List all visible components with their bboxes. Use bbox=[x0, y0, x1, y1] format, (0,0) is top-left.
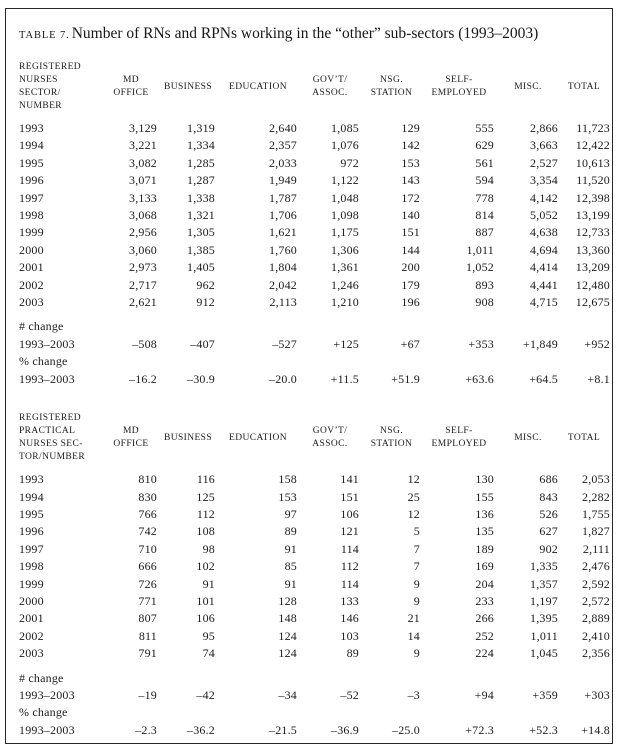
value-cell: 893 bbox=[475, 277, 494, 292]
column-header: SELF- EMPLOYED bbox=[431, 75, 487, 98]
value-cell: 2,640 bbox=[269, 121, 297, 135]
table-row bbox=[19, 137, 610, 154]
value-cell: 141 bbox=[340, 472, 359, 487]
column-header: BUSINESS bbox=[163, 81, 213, 92]
table-number-label: TABLE 7. bbox=[19, 30, 70, 41]
value-cell: 124 bbox=[278, 628, 297, 643]
value-cell: 830 bbox=[138, 489, 157, 504]
registered-nurses-table bbox=[19, 61, 610, 388]
value-cell: 1,338 bbox=[187, 190, 215, 205]
value-cell: 908 bbox=[475, 295, 494, 310]
summary-title-row bbox=[19, 318, 610, 335]
value-cell: 4,441 bbox=[530, 277, 558, 292]
table-row bbox=[19, 207, 610, 224]
value-cell: 2,111 bbox=[582, 541, 610, 556]
year-cell: 1997 bbox=[19, 190, 44, 205]
column-header: TOTAL bbox=[567, 432, 601, 443]
value-cell: 791 bbox=[138, 646, 157, 661]
value-cell: 196 bbox=[401, 295, 420, 310]
table-row bbox=[19, 190, 610, 207]
value-cell: 4,142 bbox=[530, 190, 558, 205]
value-cell: 9 bbox=[413, 576, 420, 591]
value-cell: 179 bbox=[401, 277, 420, 292]
value-cell: 106 bbox=[340, 506, 359, 521]
value-cell: 25 bbox=[407, 489, 420, 504]
value-cell: 1,210 bbox=[331, 295, 359, 310]
stub-header: REGISTERED NURSES SECTOR/ NUMBER bbox=[19, 62, 82, 111]
value-cell: 1,335 bbox=[530, 559, 558, 574]
value-cell: 153 bbox=[401, 155, 420, 170]
year-cell: 1996 bbox=[19, 524, 44, 539]
header-row bbox=[19, 412, 610, 471]
column-header: SELF- EMPLOYED bbox=[431, 426, 487, 450]
value-cell: 2,476 bbox=[582, 559, 610, 574]
year-cell: 1999 bbox=[19, 576, 44, 591]
column-header: MD OFFICE bbox=[113, 75, 149, 98]
value-cell: 1,305 bbox=[187, 225, 215, 240]
summary-title-row bbox=[19, 353, 610, 370]
table-row bbox=[19, 523, 610, 540]
value-cell: 1,287 bbox=[187, 173, 215, 188]
value-cell: 742 bbox=[138, 524, 157, 539]
value-cell: 3,354 bbox=[530, 173, 558, 188]
summary-values-row bbox=[19, 687, 610, 704]
summary-value-cell: –508 bbox=[132, 336, 157, 351]
year-cell: 2002 bbox=[19, 277, 44, 292]
value-cell: 124 bbox=[278, 646, 297, 661]
value-cell: 1,045 bbox=[530, 646, 558, 661]
spacer-cell bbox=[19, 311, 610, 318]
value-cell: 12,480 bbox=[575, 277, 610, 292]
value-cell: 902 bbox=[539, 541, 558, 556]
value-cell: 129 bbox=[401, 121, 420, 135]
year-cell: 2000 bbox=[19, 593, 44, 608]
value-cell: 12 bbox=[407, 472, 420, 487]
summary-value-cell: –25.0 bbox=[392, 722, 420, 737]
year-cell: 2002 bbox=[19, 628, 44, 643]
value-cell: 11,723 bbox=[576, 121, 610, 135]
table-row bbox=[19, 558, 610, 575]
value-cell: 1,706 bbox=[269, 208, 297, 223]
summary-value-cell: +125 bbox=[333, 336, 359, 351]
summary-value-cell: –36.2 bbox=[187, 722, 215, 737]
value-cell: 1,804 bbox=[269, 260, 297, 275]
value-cell: 9 bbox=[413, 646, 420, 661]
value-cell: 12,675 bbox=[575, 295, 610, 310]
value-cell: 814 bbox=[475, 208, 494, 223]
summary-value-cell: –36.9 bbox=[331, 722, 359, 737]
summary-value-cell: +303 bbox=[584, 687, 610, 702]
value-cell: 1,098 bbox=[331, 208, 359, 223]
value-cell: 12,422 bbox=[575, 138, 610, 153]
summary-value-cell: –16.2 bbox=[129, 371, 157, 386]
value-cell: 153 bbox=[278, 489, 297, 504]
summary-value-cell: –407 bbox=[190, 336, 215, 351]
value-cell: 233 bbox=[475, 593, 494, 608]
year-cell: 2001 bbox=[19, 260, 44, 275]
table-frame bbox=[5, 8, 613, 744]
value-cell: 98 bbox=[202, 541, 215, 556]
summary-values-row bbox=[19, 371, 610, 388]
value-cell: 108 bbox=[196, 524, 215, 539]
table-row bbox=[19, 541, 610, 558]
value-cell: 130 bbox=[475, 472, 494, 487]
value-cell: 91 bbox=[202, 576, 215, 591]
value-cell: 14 bbox=[407, 628, 420, 643]
summary-value-cell: –3 bbox=[407, 687, 420, 702]
value-cell: 13,360 bbox=[575, 242, 610, 257]
value-cell: 21 bbox=[407, 611, 420, 626]
summary-title-cell: # change bbox=[19, 670, 64, 685]
value-cell: 778 bbox=[475, 190, 494, 205]
year-cell: 2001 bbox=[19, 611, 44, 626]
summary-value-cell: +52.3 bbox=[529, 722, 558, 737]
value-cell: 266 bbox=[475, 611, 494, 626]
value-cell: 4,414 bbox=[530, 260, 558, 275]
value-cell: 627 bbox=[539, 524, 558, 539]
value-cell: 2,053 bbox=[582, 472, 610, 487]
value-cell: 136 bbox=[475, 506, 494, 521]
value-cell: 3,129 bbox=[129, 121, 157, 135]
value-cell: 2,621 bbox=[129, 295, 157, 310]
value-cell: 3,082 bbox=[129, 155, 157, 170]
value-cell: 1,011 bbox=[530, 628, 558, 643]
value-cell: 555 bbox=[475, 121, 494, 135]
year-cell: 1994 bbox=[19, 489, 44, 504]
year-cell: 1998 bbox=[19, 208, 44, 223]
tables-root bbox=[19, 61, 610, 739]
value-cell: 148 bbox=[278, 611, 297, 626]
summary-range-cell: 1993–2003 bbox=[19, 722, 75, 737]
column-header: GOV’T/ ASSOC. bbox=[312, 75, 348, 98]
value-cell: 1,787 bbox=[269, 190, 297, 205]
year-cell: 2000 bbox=[19, 242, 44, 257]
column-header: NSG. STATION bbox=[370, 75, 413, 98]
value-cell: 103 bbox=[340, 628, 359, 643]
table-row bbox=[19, 506, 610, 523]
value-cell: 2,410 bbox=[582, 628, 610, 643]
summary-value-cell: +8.1 bbox=[587, 371, 610, 386]
value-cell: 13,209 bbox=[575, 260, 610, 275]
value-cell: 5,052 bbox=[530, 208, 558, 223]
value-cell: 2,973 bbox=[129, 260, 157, 275]
value-cell: 224 bbox=[475, 646, 494, 661]
value-cell: 116 bbox=[196, 472, 215, 487]
value-cell: 807 bbox=[138, 611, 157, 626]
summary-value-cell: –34 bbox=[278, 687, 297, 702]
value-cell: 2,717 bbox=[129, 277, 157, 292]
value-cell: 912 bbox=[196, 295, 215, 310]
year-cell: 1995 bbox=[19, 155, 44, 170]
spacer-row bbox=[19, 311, 610, 318]
value-cell: 3,060 bbox=[129, 242, 157, 257]
value-cell: 155 bbox=[475, 489, 494, 504]
spacer-row bbox=[19, 663, 610, 670]
column-header: EDUCATION bbox=[229, 432, 287, 443]
value-cell: 810 bbox=[138, 472, 157, 487]
summary-value-cell: –19 bbox=[138, 687, 157, 702]
value-cell: 252 bbox=[475, 628, 494, 643]
value-cell: 2,033 bbox=[269, 155, 297, 170]
table-row bbox=[19, 224, 610, 241]
summary-value-cell: +63.6 bbox=[465, 371, 494, 386]
value-cell: 1,175 bbox=[331, 225, 359, 240]
column-header: MISC. bbox=[514, 81, 542, 92]
summary-value-cell: +353 bbox=[468, 336, 494, 351]
spacer-cell bbox=[19, 663, 610, 670]
table-row bbox=[19, 489, 610, 506]
summary-range-cell: 1993–2003 bbox=[19, 687, 75, 702]
value-cell: 114 bbox=[340, 576, 359, 591]
value-cell: 89 bbox=[346, 646, 359, 661]
value-cell: 1,334 bbox=[187, 138, 215, 153]
year-cell: 1996 bbox=[19, 173, 44, 188]
summary-value-cell: +14.8 bbox=[581, 722, 610, 737]
table-row bbox=[19, 576, 610, 593]
value-cell: 1,321 bbox=[187, 208, 215, 223]
value-cell: 85 bbox=[284, 559, 297, 574]
value-cell: 2,889 bbox=[582, 611, 610, 626]
year-cell: 2003 bbox=[19, 646, 44, 661]
summary-value-cell: +51.9 bbox=[391, 371, 420, 386]
value-cell: 2,527 bbox=[530, 155, 558, 170]
value-cell: 10,613 bbox=[575, 155, 610, 170]
value-cell: 1,085 bbox=[331, 121, 359, 135]
summary-title-row bbox=[19, 704, 610, 721]
column-header: MISC. bbox=[514, 432, 542, 443]
value-cell: 112 bbox=[340, 559, 359, 574]
table-row bbox=[19, 242, 610, 259]
value-cell: 12,398 bbox=[575, 190, 610, 205]
value-cell: 140 bbox=[401, 208, 420, 223]
value-cell: 843 bbox=[539, 489, 558, 504]
column-header: NSG. STATION bbox=[370, 426, 413, 450]
value-cell: 726 bbox=[138, 576, 157, 591]
table-title-text: Number of RNs and RPNs working in the “other” sub-sectors (1993–2003) bbox=[71, 25, 539, 42]
value-cell: 766 bbox=[138, 506, 157, 521]
value-cell: 2,592 bbox=[582, 576, 610, 591]
value-cell: 2,282 bbox=[582, 489, 610, 504]
value-cell: 771 bbox=[138, 593, 157, 608]
value-cell: 2,356 bbox=[582, 646, 610, 661]
year-cell: 2003 bbox=[19, 295, 44, 310]
value-cell: 1,306 bbox=[331, 242, 359, 257]
value-cell: 158 bbox=[278, 472, 297, 487]
value-cell: 1,319 bbox=[187, 121, 215, 135]
summary-range-cell: 1993–2003 bbox=[19, 336, 75, 351]
value-cell: 95 bbox=[202, 628, 215, 643]
value-cell: 11,520 bbox=[576, 173, 610, 188]
value-cell: 128 bbox=[278, 593, 297, 608]
year-cell: 1993 bbox=[19, 472, 44, 487]
value-cell: 204 bbox=[475, 576, 494, 591]
value-cell: 5 bbox=[413, 524, 420, 539]
value-cell: 710 bbox=[138, 541, 157, 556]
year-cell: 1995 bbox=[19, 506, 44, 521]
value-cell: 1,395 bbox=[530, 611, 558, 626]
value-cell: 1,385 bbox=[187, 242, 215, 257]
value-cell: 4,638 bbox=[530, 225, 558, 240]
value-cell: 666 bbox=[138, 559, 157, 574]
value-cell: 1,246 bbox=[331, 277, 359, 292]
value-cell: 89 bbox=[284, 524, 297, 539]
value-cell: 1,760 bbox=[269, 242, 297, 257]
summary-value-cell: –42 bbox=[196, 687, 215, 702]
value-cell: 102 bbox=[196, 559, 215, 574]
year-cell: 1997 bbox=[19, 541, 44, 556]
summary-title-row bbox=[19, 670, 610, 687]
value-cell: 12,733 bbox=[575, 225, 610, 240]
summary-value-cell: –527 bbox=[272, 336, 297, 351]
value-cell: 91 bbox=[284, 541, 297, 556]
table-row bbox=[19, 277, 610, 294]
value-cell: 101 bbox=[196, 593, 215, 608]
value-cell: 172 bbox=[401, 190, 420, 205]
value-cell: 526 bbox=[539, 506, 558, 521]
summary-value-cell: –21.5 bbox=[269, 722, 297, 737]
summary-value-cell: –52 bbox=[340, 687, 359, 702]
table-row bbox=[19, 610, 610, 627]
table-row bbox=[19, 471, 610, 488]
value-cell: 143 bbox=[401, 173, 420, 188]
value-cell: 594 bbox=[475, 173, 494, 188]
value-cell: 561 bbox=[475, 155, 494, 170]
year-cell: 1994 bbox=[19, 138, 44, 153]
table-row bbox=[19, 172, 610, 189]
value-cell: 972 bbox=[340, 155, 359, 170]
column-header: MD OFFICE bbox=[113, 426, 149, 450]
summary-title-cell: % change bbox=[19, 354, 68, 369]
value-cell: 112 bbox=[196, 506, 215, 521]
value-cell: 151 bbox=[340, 489, 359, 504]
value-cell: 887 bbox=[475, 225, 494, 240]
value-cell: 114 bbox=[340, 541, 359, 556]
value-cell: 1,755 bbox=[582, 506, 610, 521]
table-row bbox=[19, 294, 610, 311]
stub-header: REGISTERED PRACTICAL NURSES SEC- TOR/NUMBER bbox=[19, 413, 86, 463]
value-cell: 1,052 bbox=[466, 260, 494, 275]
value-cell: 2,956 bbox=[129, 225, 157, 240]
value-cell: 12 bbox=[407, 506, 420, 521]
value-cell: 2,572 bbox=[582, 593, 610, 608]
value-cell: 135 bbox=[475, 524, 494, 539]
column-header: EDUCATION bbox=[229, 81, 287, 92]
value-cell: 144 bbox=[401, 242, 420, 257]
value-cell: 142 bbox=[401, 138, 420, 153]
value-cell: 169 bbox=[475, 559, 494, 574]
value-cell: 146 bbox=[340, 611, 359, 626]
summary-values-row bbox=[19, 336, 610, 353]
column-header: BUSINESS bbox=[163, 432, 213, 443]
value-cell: 1,048 bbox=[331, 190, 359, 205]
value-cell: 7 bbox=[413, 541, 420, 556]
value-cell: 1,357 bbox=[530, 576, 558, 591]
value-cell: 1,405 bbox=[187, 260, 215, 275]
table-row bbox=[19, 120, 610, 137]
value-cell: 686 bbox=[539, 472, 558, 487]
value-cell: 1,122 bbox=[331, 173, 359, 188]
registered-practical-nurses-table bbox=[19, 412, 610, 739]
value-cell: 91 bbox=[284, 576, 297, 591]
summary-title-cell: % change bbox=[19, 705, 68, 720]
summary-value-cell: +359 bbox=[532, 687, 558, 702]
value-cell: 1,621 bbox=[269, 225, 297, 240]
summary-value-cell: +1,849 bbox=[523, 336, 558, 351]
value-cell: 97 bbox=[284, 506, 297, 521]
table-row bbox=[19, 593, 610, 610]
value-cell: 121 bbox=[340, 524, 359, 539]
value-cell: 133 bbox=[340, 593, 359, 608]
table-title bbox=[19, 23, 605, 47]
value-cell: 2,113 bbox=[269, 295, 297, 310]
value-cell: 2,357 bbox=[269, 138, 297, 153]
value-cell: 811 bbox=[138, 628, 157, 643]
summary-values-row bbox=[19, 722, 610, 739]
value-cell: 2,866 bbox=[530, 121, 558, 135]
value-cell: 1,197 bbox=[530, 593, 558, 608]
summary-range-cell: 1993–2003 bbox=[19, 371, 75, 386]
value-cell: 74 bbox=[202, 646, 215, 661]
header-row bbox=[19, 61, 610, 120]
summary-value-cell: +94 bbox=[474, 687, 494, 702]
value-cell: 189 bbox=[475, 541, 494, 556]
summary-value-cell: +11.5 bbox=[330, 371, 359, 386]
value-cell: 4,715 bbox=[530, 295, 558, 310]
value-cell: 1,285 bbox=[187, 155, 215, 170]
summary-value-cell: –20.0 bbox=[269, 371, 297, 386]
value-cell: 9 bbox=[413, 593, 420, 608]
value-cell: 3,068 bbox=[129, 208, 157, 223]
summary-title-cell: # change bbox=[19, 319, 64, 334]
year-cell: 1999 bbox=[19, 225, 44, 240]
value-cell: 151 bbox=[401, 225, 420, 240]
value-cell: 3,071 bbox=[129, 173, 157, 188]
value-cell: 1,361 bbox=[331, 260, 359, 275]
year-cell: 1993 bbox=[19, 121, 44, 135]
value-cell: 962 bbox=[196, 277, 215, 292]
column-header: TOTAL bbox=[567, 81, 601, 92]
value-cell: 3,221 bbox=[129, 138, 157, 153]
value-cell: 106 bbox=[196, 611, 215, 626]
value-cell: 4,694 bbox=[530, 242, 558, 257]
summary-value-cell: –30.9 bbox=[187, 371, 215, 386]
value-cell: 13,199 bbox=[575, 208, 610, 223]
value-cell: 2,042 bbox=[269, 277, 297, 292]
summary-value-cell: +67 bbox=[400, 336, 420, 351]
value-cell: 7 bbox=[413, 559, 420, 574]
table-row bbox=[19, 628, 610, 645]
summary-value-cell: +64.5 bbox=[529, 371, 558, 386]
table-row bbox=[19, 259, 610, 276]
summary-value-cell: +952 bbox=[584, 336, 610, 351]
value-cell: 1,076 bbox=[331, 138, 359, 153]
summary-value-cell: –2.3 bbox=[135, 722, 157, 737]
table-row bbox=[19, 645, 610, 662]
value-cell: 629 bbox=[475, 138, 494, 153]
value-cell: 3,663 bbox=[530, 138, 558, 153]
summary-value-cell: +72.3 bbox=[465, 722, 494, 737]
value-cell: 1,011 bbox=[466, 242, 494, 257]
value-cell: 125 bbox=[196, 489, 215, 504]
value-cell: 3,133 bbox=[129, 190, 157, 205]
year-cell: 1998 bbox=[19, 559, 44, 574]
table-row bbox=[19, 155, 610, 172]
column-header: GOV’T/ ASSOC. bbox=[312, 426, 348, 450]
value-cell: 1,827 bbox=[582, 524, 610, 539]
value-cell: 1,949 bbox=[269, 173, 297, 188]
value-cell: 200 bbox=[401, 260, 420, 275]
